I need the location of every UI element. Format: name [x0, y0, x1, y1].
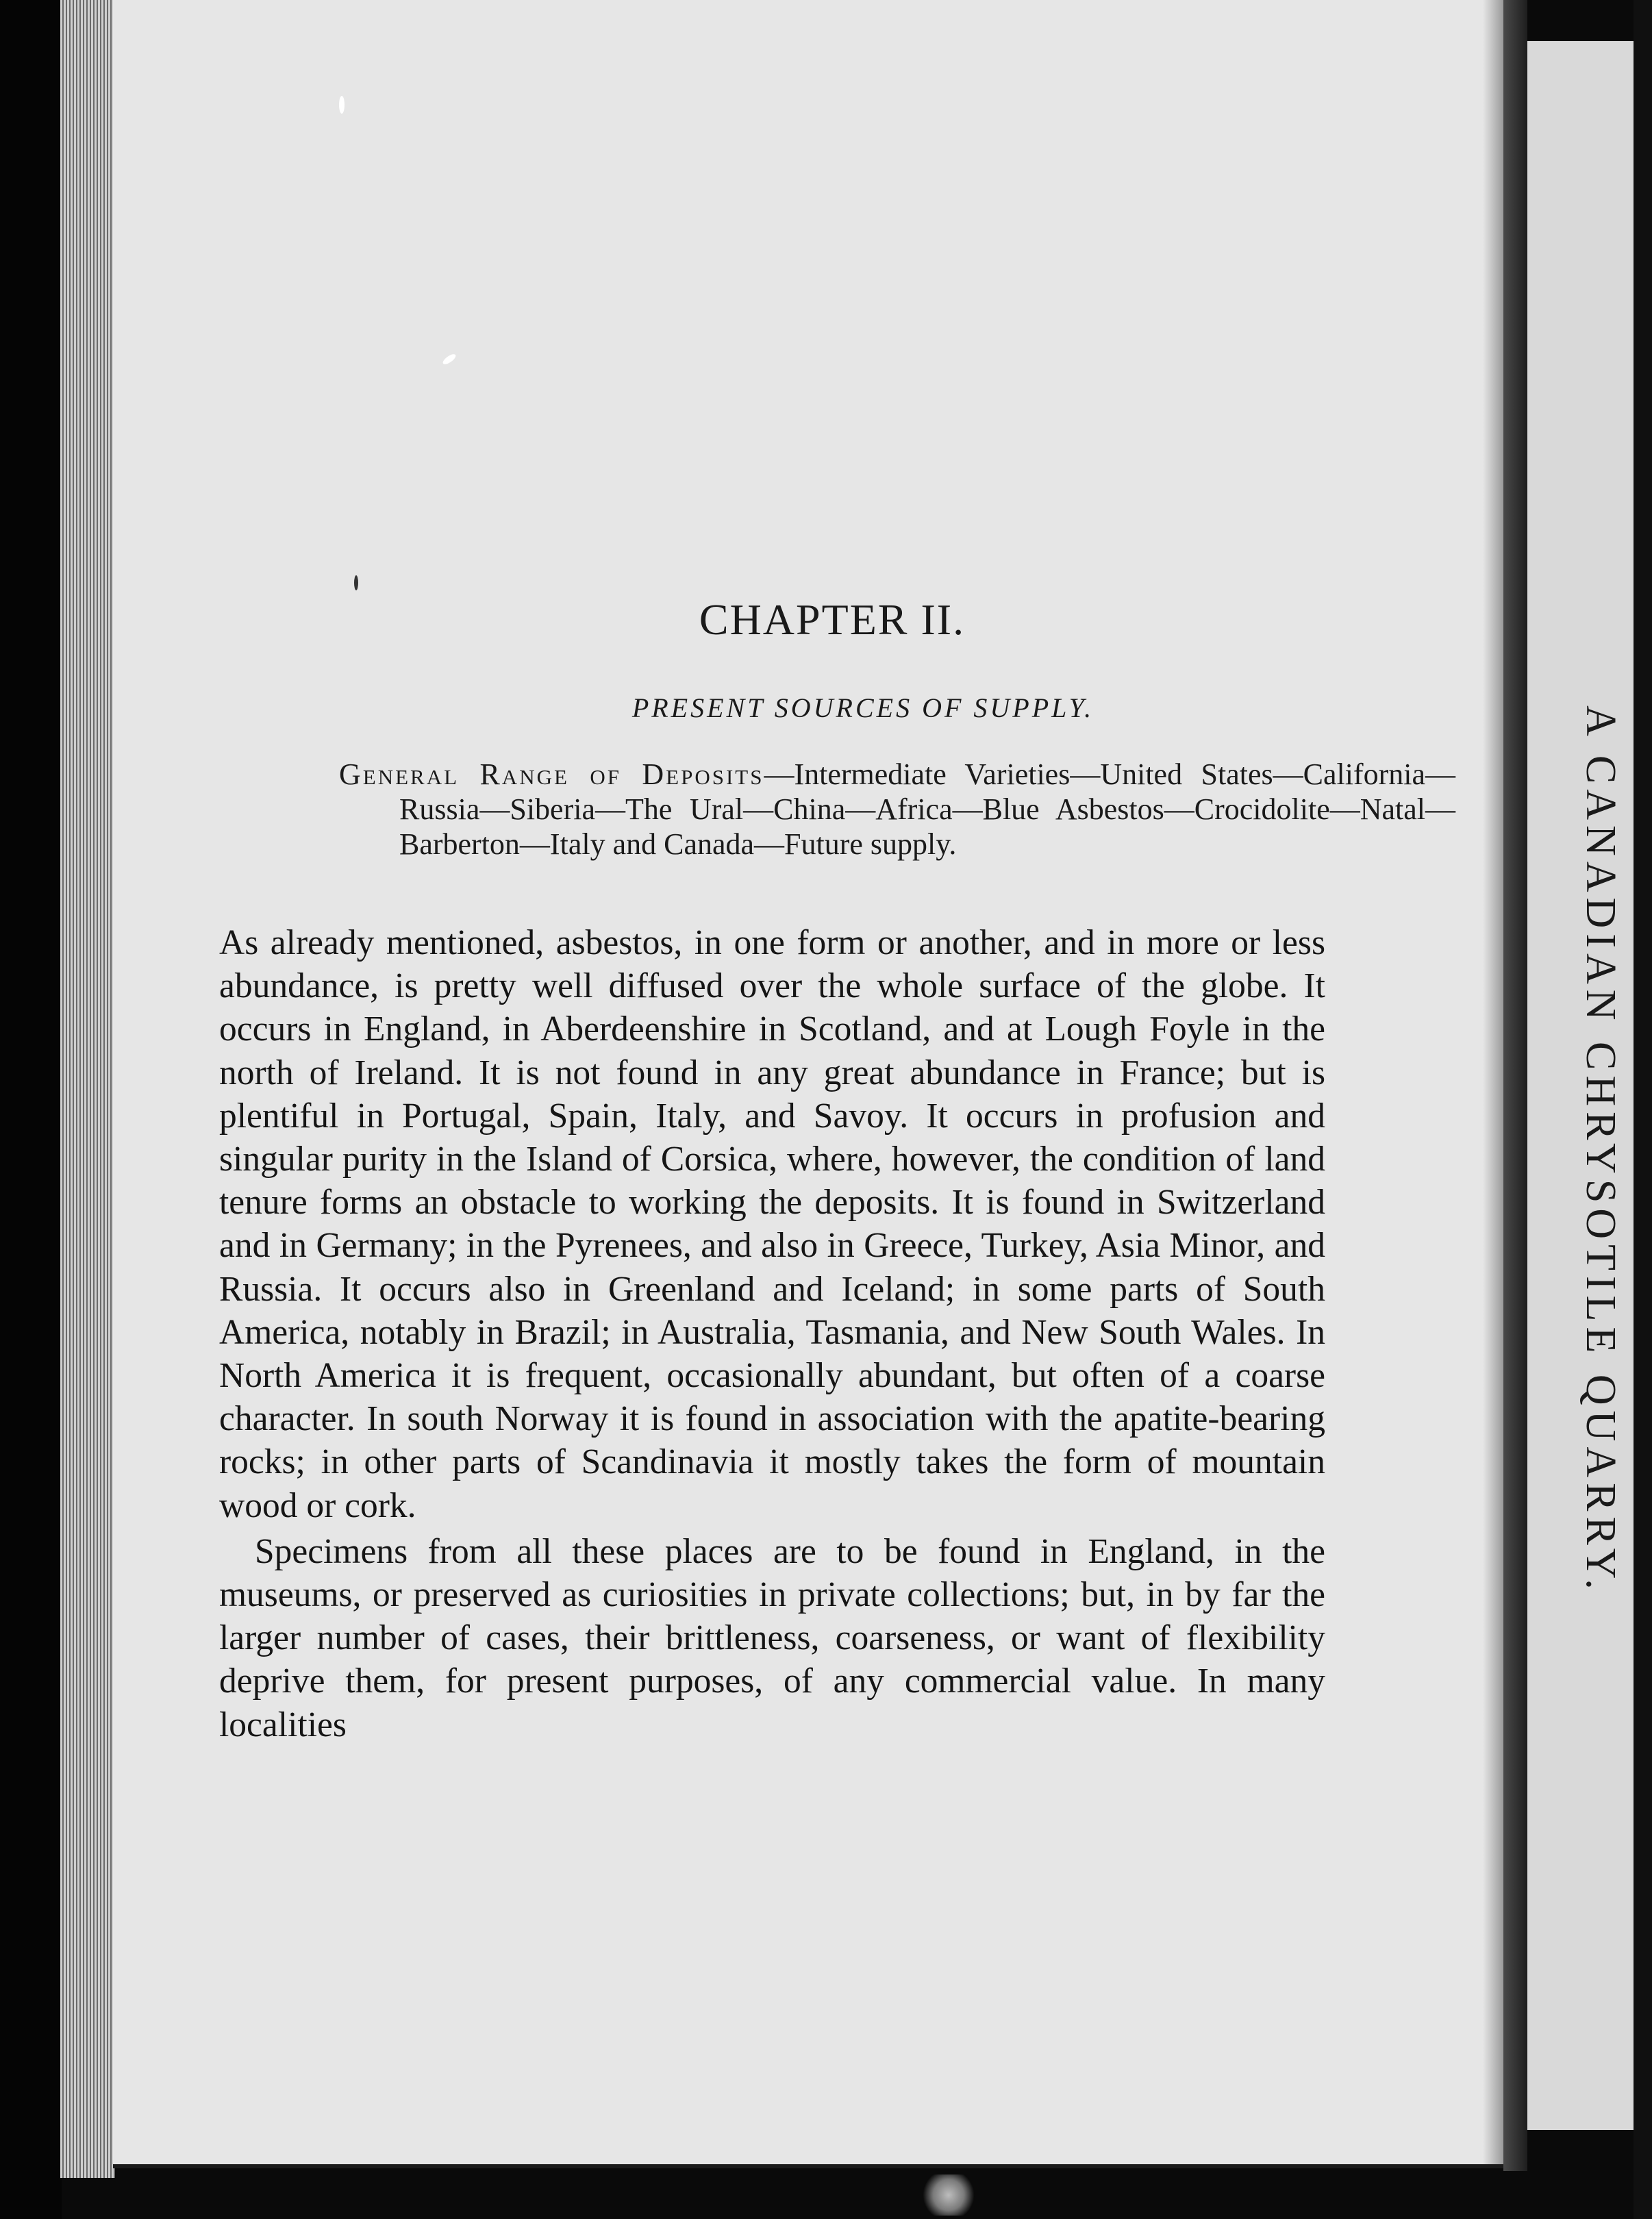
binding-shadow: [0, 0, 62, 2219]
scan-speck: [441, 353, 457, 366]
scan-smudge: [921, 2174, 976, 2216]
chapter-title: CHAPTER II.: [699, 595, 966, 644]
chapter-summary: [339, 757, 1455, 862]
body-paragraph: As already mentioned, asbestos, in one form or another, and in more or less abundance, is pretty well diffused over the whole surface of the globe. It occurs in England, in Aberdeenshire in Scotland, and at Lough Foyle in the north of Ireland. It is not found in any great abundance in France; but is plentiful in Portugal, Spain, Italy, and Savoy. It occurs in profusion and singular purity in the Island of Corsica, where, however, the condition of land tenure forms an obstacle to working the deposits. It is found in Switzerland and in Germany; in the Pyrenees, and also in Greece, Turkey, Asia Minor, and Russia. It occurs also in Greenland and Iceland; in some parts of South America, notably in Brazil; in Australia, Tasmania, and New South Wales. In North America it is frequent, occasionally abundant, but often of a coarse character. In south Norway it is found in association with the apatite-bearing rocks; in other parts of Scandinavia it mostly takes the form of mountain wood or cork.: [219, 923, 1325, 1525]
page-curl-shadow: [1483, 0, 1503, 2164]
body-text: [219, 921, 1325, 1746]
chapter-subtitle: PRESENT SOURCES OF SUPPLY.: [631, 692, 1094, 723]
running-head: A CANADIAN CHRYSOTILE QUARRY.: [1577, 705, 1624, 1595]
scan-speck: [339, 96, 345, 114]
page-stack-edges: [60, 0, 115, 2178]
chapter-summary-lead: General Range of Deposits: [339, 757, 764, 791]
facing-page-edge: [1634, 0, 1652, 2219]
book-gutter: [1503, 0, 1527, 2171]
scan-speck: [354, 575, 358, 590]
chapter-summary-rest: —Intermediate Varieties—United States—California—Russia—Siberia—The Ural—China—Africa—Blue Asbestos—Crocidolite—Natal—Barberton—Italy and Canada—Future supply.: [399, 757, 1455, 861]
body-paragraph: Specimens from all these places are to be found in England, in the museums, or preserved as curiosities in private collections; but, in by far the larger number of cases, their brittleness, coarseness, or want of flexibility deprive them, for present purposes, of any commercial value. In many localities: [219, 1531, 1325, 1744]
